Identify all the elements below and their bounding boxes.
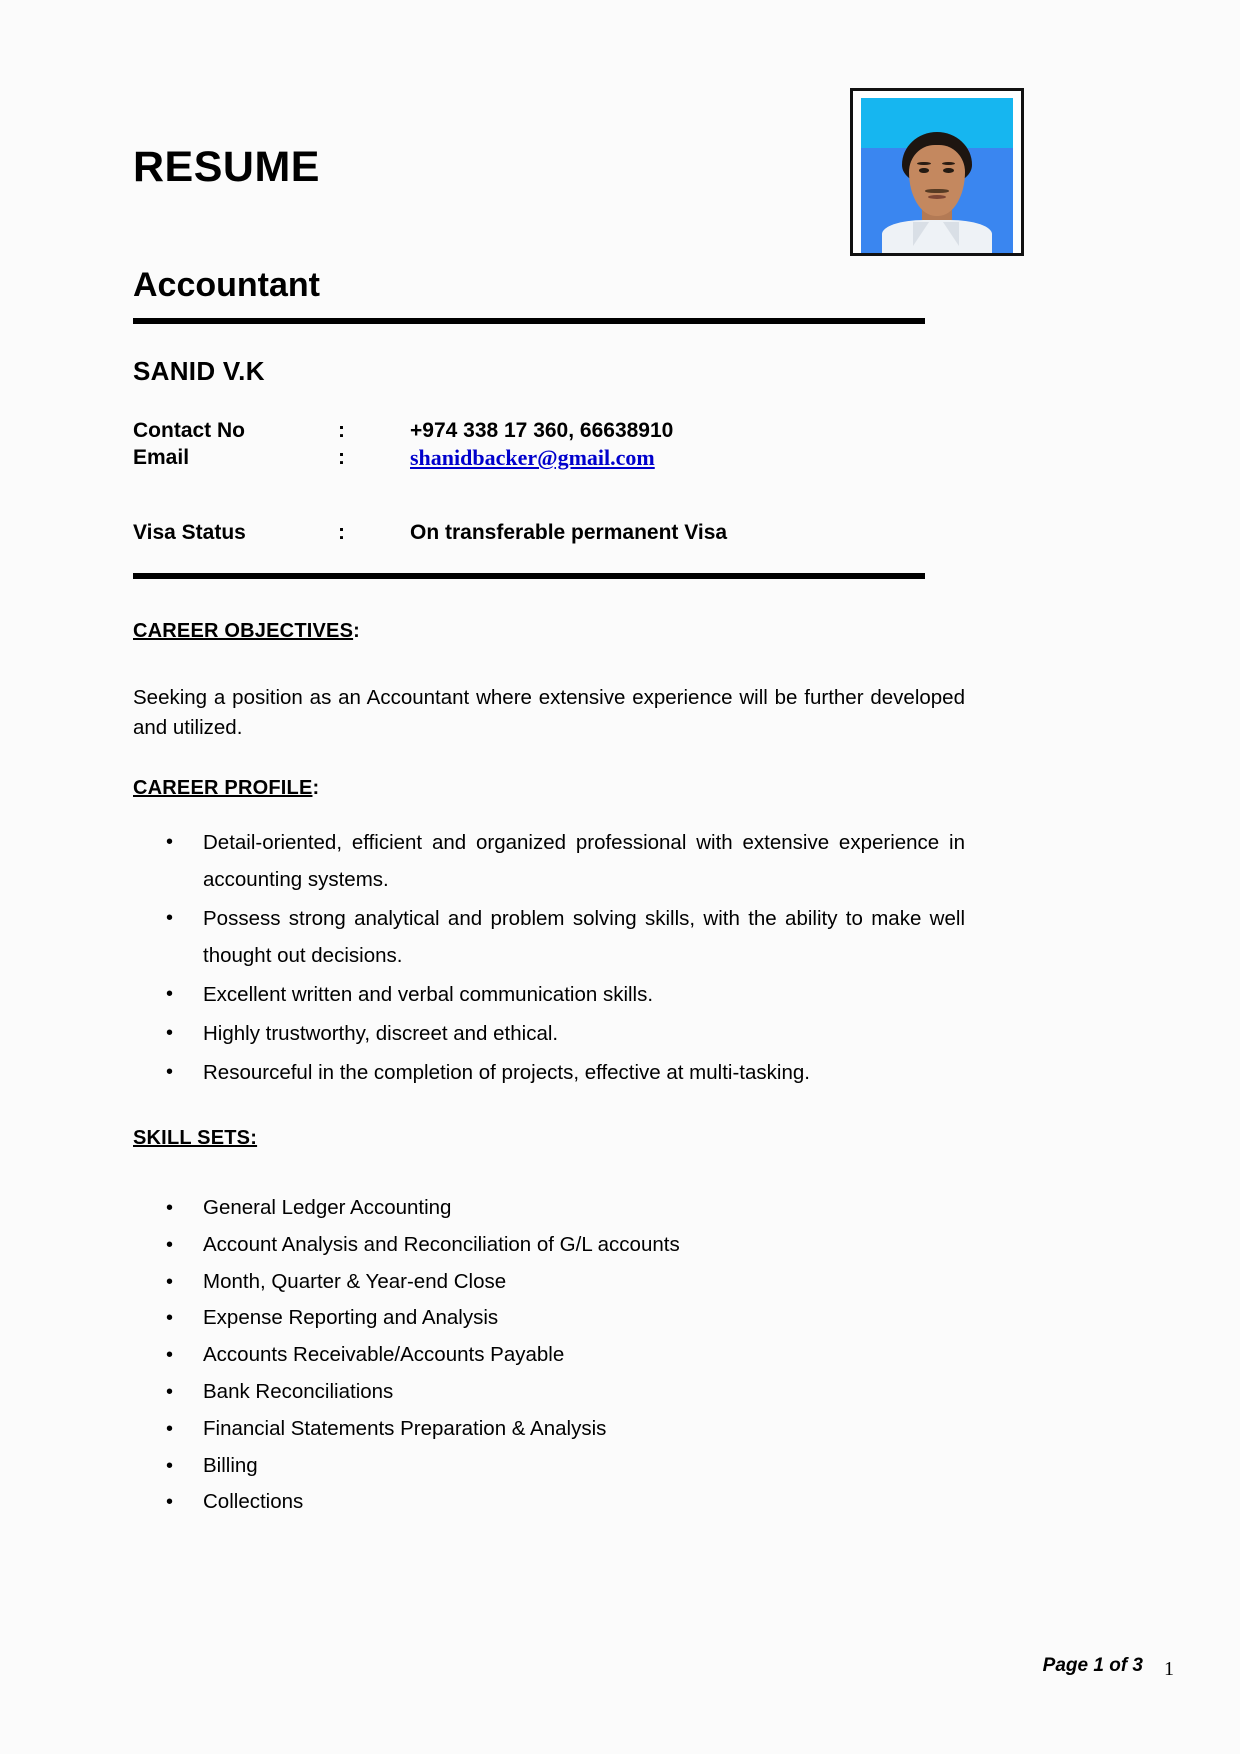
contact-colon-email: : xyxy=(338,446,345,469)
photo-face xyxy=(909,145,965,216)
photo-eye-right xyxy=(943,168,954,173)
footer-page-info: Page 1 of 3 xyxy=(1042,1655,1143,1676)
contact-row-phone xyxy=(133,417,673,444)
list-item: • General Ledger Accounting xyxy=(133,1190,965,1227)
candidate-name: SANID V.K xyxy=(133,356,265,386)
list-item: • Highly trustworthy, discreet and ethical. xyxy=(133,1015,965,1052)
list-item: • Expense Reporting and Analysis xyxy=(133,1300,965,1337)
list-item: • Month, Quarter & Year-end Close xyxy=(133,1264,965,1301)
contact-row-email xyxy=(133,444,673,472)
photo-eyebrow-left xyxy=(917,162,931,165)
section-heading-skill-sets xyxy=(133,1127,965,1150)
section-heading-career-profile xyxy=(133,777,965,800)
photo-collar-left xyxy=(913,222,929,246)
list-item: • Financial Statements Preparation & Analysis xyxy=(133,1411,965,1448)
visa-colon: : xyxy=(338,521,345,544)
list-item: • Accounts Receivable/Accounts Payable xyxy=(133,1337,965,1374)
list-item: • Resourceful in the completion of projects, effective at multi-tasking. xyxy=(133,1054,965,1091)
list-item: • Account Analysis and Reconciliation of G/L accounts xyxy=(133,1227,965,1264)
contact-table xyxy=(133,417,673,472)
footer-page-number: 1 xyxy=(1164,1658,1174,1680)
photo-eyebrow-right xyxy=(942,162,956,165)
contact-label-email: Email xyxy=(133,446,190,469)
career-objectives-heading-text: CAREER OBJECTIVES xyxy=(133,620,354,642)
career-profile-heading-text: CAREER PROFILE xyxy=(133,777,313,799)
skill-sets-list xyxy=(133,1190,965,1521)
page-title: RESUME xyxy=(133,143,320,191)
avatar xyxy=(861,98,1013,253)
photo-collar-right xyxy=(943,222,959,246)
photo-eye-left xyxy=(919,168,930,173)
career-profile-list xyxy=(133,824,965,1091)
career-objectives-paragraph: Seeking a position as an Accountant where extensive experience will be further developed and utilized. xyxy=(133,686,965,739)
spacer xyxy=(133,800,965,824)
spacer xyxy=(133,743,965,777)
career-objectives-heading-colon: : xyxy=(353,620,360,642)
list-item: • Billing xyxy=(133,1448,965,1485)
spacer xyxy=(133,1150,965,1190)
list-item: • Detail-oriented, efficient and organized professional with extensive experience in accounting systems. xyxy=(133,824,965,898)
job-title: Accountant xyxy=(133,266,320,304)
photo-mouth xyxy=(928,195,946,199)
document-body xyxy=(133,620,965,1521)
visa-label: Visa Status xyxy=(133,521,246,544)
photo-shirt xyxy=(882,220,991,253)
divider-bottom xyxy=(133,573,925,579)
list-item: • Excellent written and verbal communication skills. xyxy=(133,976,965,1013)
contact-label-phone: Contact No xyxy=(133,419,245,442)
skill-sets-heading-text: SKILL SETS: xyxy=(133,1127,258,1149)
visa-status-row xyxy=(133,519,727,546)
section-heading-career-objectives xyxy=(133,620,965,643)
visa-value: On transferable permanent Visa xyxy=(410,521,728,544)
candidate-photo-frame xyxy=(850,88,1024,256)
contact-value-phone: +974 338 17 360, 66638910 xyxy=(410,419,674,442)
list-item: • Possess strong analytical and problem solving skills, with the ability to make well thought out decisions. xyxy=(133,900,965,974)
list-item: • Bank Reconciliations xyxy=(133,1374,965,1411)
career-profile-heading-colon: : xyxy=(312,777,320,799)
contact-colon-phone: : xyxy=(338,419,345,442)
spacer xyxy=(133,1093,965,1127)
email-link[interactable]: shanidbacker@gmail.com xyxy=(410,445,655,470)
spacer xyxy=(133,643,965,683)
divider-top xyxy=(133,318,925,324)
list-item: • Collections xyxy=(133,1484,965,1521)
